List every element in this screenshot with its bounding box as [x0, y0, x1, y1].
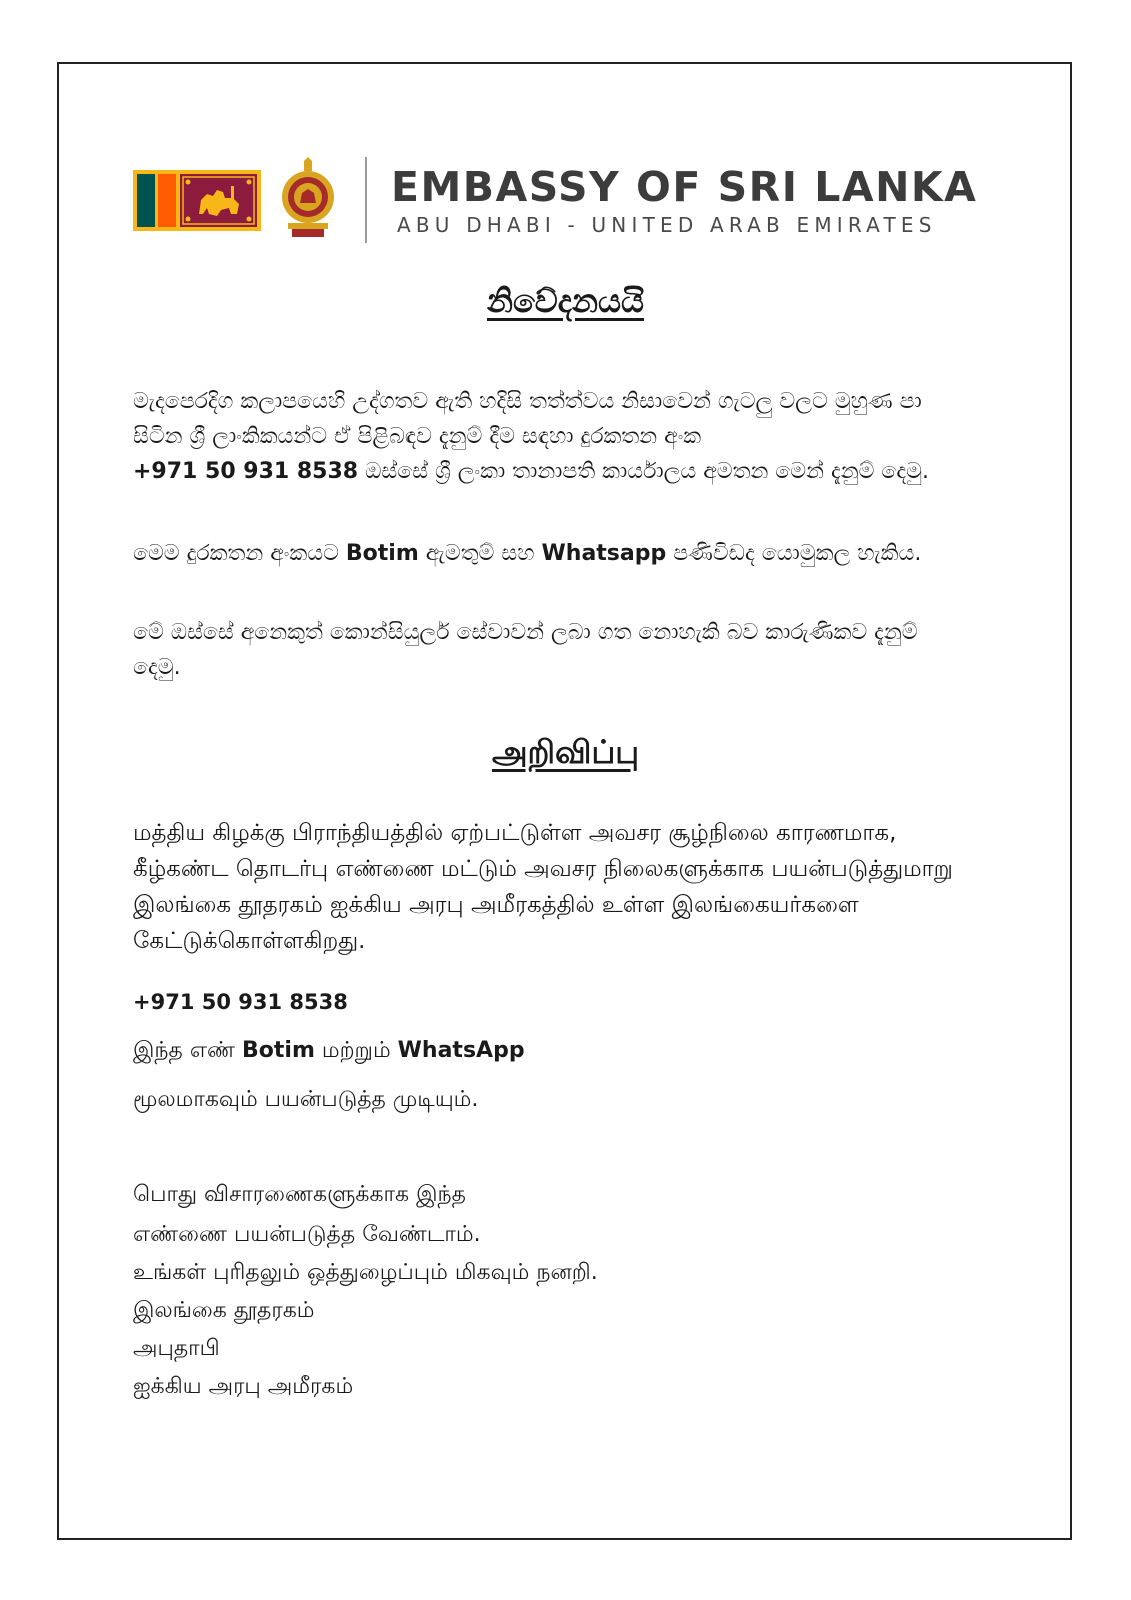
- tamil-line-6: எண்ணை பயன்படுத்த வேண்டாம்.: [133, 1222, 481, 1247]
- embassy-title: EMBASSY OF SRI LANKA: [391, 163, 978, 211]
- sinhala-paragraph-3: මේ ඔස්සේ අනෙකුත් කොන්සියුලර් සේවාවන් ලබා ගත නොහැකි බව කාරුණිකව දැනුම් දෙමු.: [133, 620, 918, 680]
- tamil-phone-number: +971 50 931 8538: [133, 990, 348, 1014]
- sri-lanka-flag-icon: [133, 170, 261, 231]
- tamil-line-7: உங்கள் புரிதலும் ஒத்துழைப்பும் மிகவும் நனறி.: [133, 1260, 598, 1285]
- letterhead: [133, 155, 993, 245]
- tamil-line-5: பொது விசாரணைகளுக்காக இந்த: [133, 1182, 466, 1207]
- sinhala-heading: නිවේදනයයි: [487, 282, 644, 320]
- national-emblem-icon: [278, 157, 338, 241]
- sinhala-phone-number: +971 50 931 8538: [133, 459, 359, 484]
- sinhala-paragraph-2: මෙම දුරකතන අංකයට Botim ඇමතුම් සහ Whatsapp පණිවිඩද යොමුකල හැකිය.: [133, 541, 922, 566]
- tamil-heading: அறிவிப்பு: [491, 733, 640, 771]
- sinhala-paragraph-1: මැදපෙරදිග කලාපයෙහි උද්ගතව ඇති හදිසි තත්ත්වය නිසාවෙන් ගැටලු වලට මුහුණ පා සිටින ශ්‍රී ලාංකිකයන්ට ඒ පිළිබඳව දැනුම් දීම සඳහා දුරකතන අංක +971 50 931 8538 ඔස්සේ ශ්‍රී ලංකා තානාපති කාර්යාලය අමතන මෙන් දැනුම් දෙමු.: [133, 389, 929, 484]
- tamil-signature-country: ஐக்கிய அரபு அமீரகம்: [133, 1374, 354, 1399]
- tamil-paragraph-1: மத்திய கிழக்கு பிராந்தியத்தில் ஏற்பட்டுள்ள அவசர சூழ்நிலை காரணமாக, கீழ்கண்ட தொடர்பு எண்ணை மட்டும் அவசர நிலைகளுக்காக பயன்படுத்துமாறு இலங்கை தூதரகம் ஐக்கிய அரபு அமீரகத்தில் உள்ள இலங்கையர்களை கேட்டுக்கொள்ளகிறது.: [133, 820, 953, 954]
- tamil-line-4: மூலமாகவும் பயன்படுத்த முடியும்.: [133, 1087, 479, 1112]
- tamil-line-apps: இந்த எண் Botim மற்றும் WhatsApp: [133, 1038, 525, 1063]
- header-divider: [365, 157, 367, 243]
- embassy-subtitle: ABU DHABI - UNITED ARAB EMIRATES: [397, 213, 937, 237]
- tamil-signature-embassy: இலங்கை தூதரகம்: [133, 1298, 315, 1323]
- tamil-signature-city: அபுதாபி: [133, 1336, 220, 1361]
